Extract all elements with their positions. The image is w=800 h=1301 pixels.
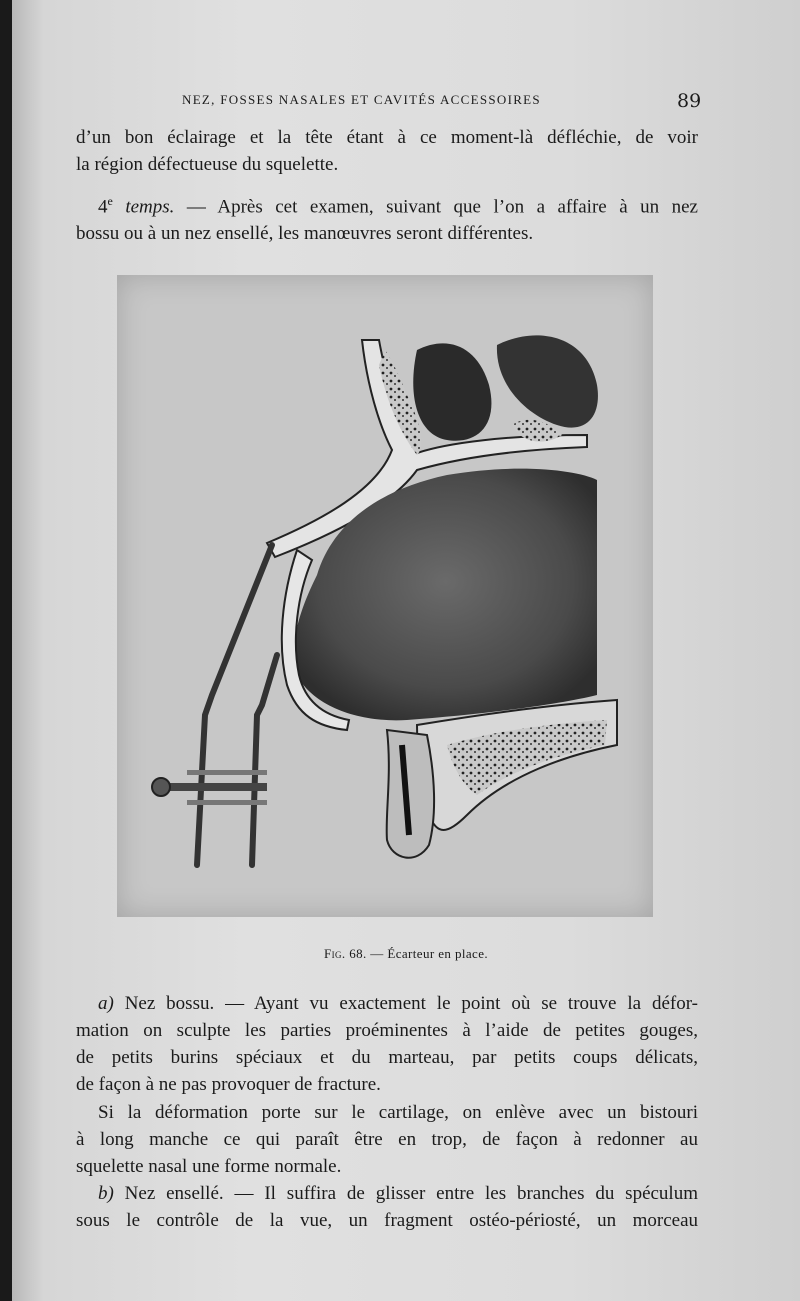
section-text: Nez ensellé. — Il suffira de glisser entre les branches du spéculum xyxy=(113,1183,698,1204)
section-marker: b) xyxy=(98,1183,114,1204)
retractor-inner-blade xyxy=(252,655,277,865)
sinus-cavity xyxy=(497,335,598,427)
top-paragraph xyxy=(76,124,698,178)
text-line: la région défectueuse du squelette. xyxy=(76,154,339,175)
text-line: d’un bon éclairage et la tête étant à ce moment-là défléchie, de voir xyxy=(76,127,698,148)
page-header xyxy=(12,90,800,114)
section-marker: a) xyxy=(98,993,114,1014)
figure-caption xyxy=(12,946,800,962)
text-line: sous le contrôle de la vue, un fragment ostéo-périosté, un morceau xyxy=(76,1210,698,1231)
ordinal-superscript: e xyxy=(107,194,113,208)
text-line xyxy=(76,188,698,220)
section-b-paragraph xyxy=(76,1180,698,1234)
retractor-crossbar xyxy=(187,770,267,775)
section-text: Nez bossu. — Ayant vu exactement le point où se trouve la défor- xyxy=(113,993,698,1014)
step-text: — Après cet examen, suivant que l’on a affaire à un nez xyxy=(174,196,698,218)
running-title: NEZ, FOSSES NASALES ET CAVITÉS ACCESSOIRES xyxy=(182,92,541,107)
text-line: mation on sculpte les parties proéminentes à l’aide de petites gouges, xyxy=(76,1020,698,1041)
page-number: 89 xyxy=(677,90,702,112)
step4-paragraph xyxy=(76,188,698,247)
retractor-crossbar xyxy=(187,800,267,805)
sinus-cavity xyxy=(413,343,491,440)
step-number: 4 xyxy=(98,196,108,218)
text-line: à long manche ce qui paraît être en trop, de façon à redonner au xyxy=(76,1129,698,1150)
retractor-screw-knob xyxy=(152,778,170,796)
text-line xyxy=(76,1180,698,1207)
step-term: temps. xyxy=(125,196,175,218)
text-line: de petits burins spéciaux et du marteau, par petits coups délicats, xyxy=(76,1047,698,1068)
section-a-paragraph xyxy=(76,990,698,1098)
retractor-screw xyxy=(167,783,267,791)
incisor-tooth xyxy=(387,730,434,858)
figure-68-illustration xyxy=(117,275,653,917)
book-page xyxy=(12,0,800,1301)
text-line xyxy=(76,990,698,1017)
figure-label: Fig. 68. xyxy=(323,946,367,961)
nasal-section-drawing xyxy=(117,275,653,917)
text-line: squelette nasal une forme normale. xyxy=(76,1156,342,1177)
text-line: bossu ou à un nez ensellé, les manœuvres seront différentes. xyxy=(76,223,534,245)
text-line: de façon à ne pas provoquer de fracture. xyxy=(76,1074,381,1095)
figure-caption-text: — Écarteur en place. xyxy=(366,946,489,961)
paragraph-si xyxy=(76,1099,698,1180)
text-line: Si la déformation porte sur le cartilage, on enlève avec un bistouri xyxy=(98,1102,698,1123)
